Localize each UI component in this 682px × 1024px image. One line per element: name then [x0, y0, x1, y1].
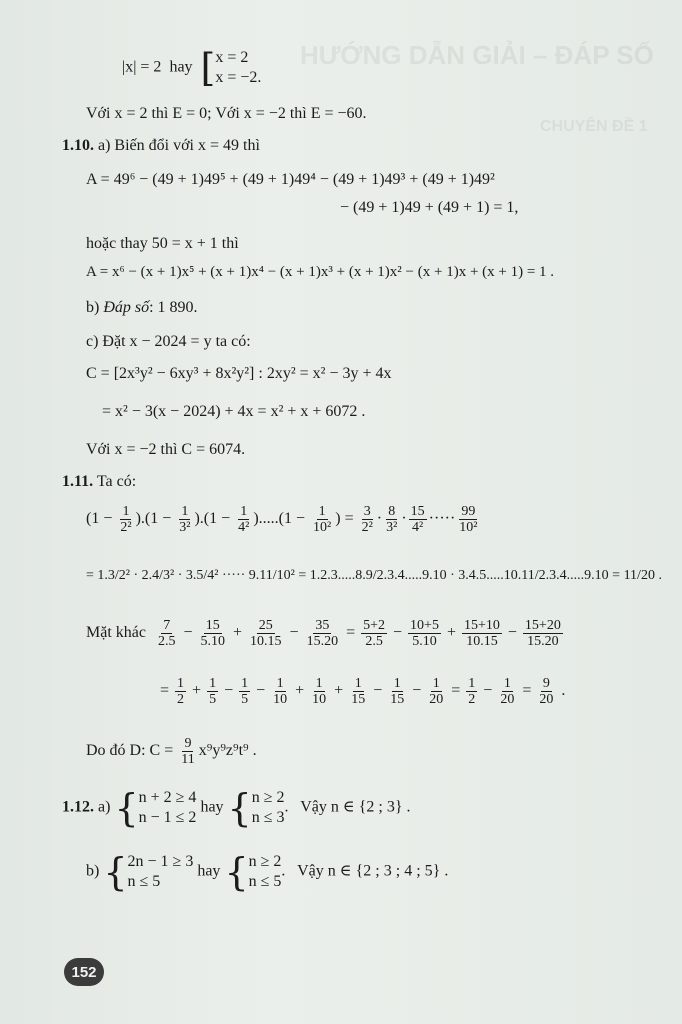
eq-a-line1: A = 49⁶ − (49 + 1)49⁵ + (49 + 1)49⁴ − (49 + 1)49³ + (49 + 1)49² [86, 171, 495, 188]
eq-a-x-line: A = x⁶ − (x + 1)x⁵ + (x + 1)x⁴ − (x + 1)x³ + (x + 1)x² − (x + 1)x + (x + 1) = 1 . [86, 264, 555, 280]
eq-c-line3: Với x = −2 thì C = 6074. [86, 441, 246, 458]
problem-1-12-a: 1.12. a) { n + 2 ≥ 4 n − 1 ≤ 2 hay { n ≥ 2 n ≤ 3 . Vậy n ∈ {2 ; 3} . [62, 786, 411, 830]
watermark-title: HƯỚNG DẪN GIẢI – ĐÁP SỐ [300, 40, 654, 70]
watermark-chapter: CHUYÊN ĐỀ 1 [540, 118, 648, 135]
conclusion-line: Do đó D: C = $\frac{9}{11}$ x⁹y⁹z⁹t⁹ . [86, 736, 257, 767]
part-c-line: c) Đặt x − 2024 = y ta có: [86, 333, 251, 350]
other-sum-result: = $\frac{1}{2}$ + $\frac{1}{5}$ − $\frac{1}{5}$ − $\frac{1}{10}$ + $\frac{1}{10}$ + $\frac{1}{15}$ − $\frac{1}{15}$ − $\frac{1}{20}$ = $\frac{1}{2}$ − $\frac{1}{20}$ = $\frac{9}{20}$ . [160, 676, 566, 707]
product-line: (1 − $\frac{1}{\text{2²}}$ ).(1 − $\frac{1}{\text{3²}}$ ).(1 − $\frac{1}{\text{4²}}$ ).....(1 − $\frac{1}{\text{10²}}$ ) = $\frac{3}{\text{2²}}$ · $\frac{8}{\text{3²}}$ · $\frac{15}{\text{4²}}$ ····· $\frac{99}{\text{10²}}$ [86, 504, 478, 535]
substitute-line: hoặc thay 50 = x + 1 thì [86, 235, 239, 252]
e-values-line: Với x = 2 thì E = 0; Với x = −2 thì E = −60. [86, 105, 367, 122]
page-number: 152 [64, 958, 104, 986]
answer-b-line: b) Đáp số: 1 890. [86, 299, 198, 316]
problem-1-10-header: 1.10. a) Biến đổi với x = 49 thì [62, 137, 260, 154]
problem-1-11-header: 1.11. Ta có: [62, 473, 137, 490]
eq-c-line1: C = [2x³y² − 6xy³ + 8x²y²] : 2xy² = x² − 3y + 4x [86, 365, 392, 382]
abs-line: |x| = 2 hay [ x = 2 x = −2. [122, 46, 262, 90]
eq-c-line2: = x² − 3(x − 2024) + 4x = x² + x + 6072 . [102, 403, 366, 420]
eq-a-line2: − (49 + 1)49 + (49 + 1) = 1, [340, 199, 519, 216]
problem-1-12-b: b) { 2n − 1 ≥ 3 n ≤ 5 hay { n ≥ 2 n ≤ 5 . Vậy n ∈ {2 ; 3 ; 4 ; 5} . [86, 850, 449, 894]
other-sum-line: Mặt khác $\frac{7}{2.5}$ − $\frac{15}{5.10}$ + $\frac{25}{10.15}$ − $\frac{35}{15.20}$ = $\frac{5+2}{2.5}$ − $\frac{10+5}{5.10}$ + $\frac{15+10}{10.15}$ − $\frac{15+20}{15.20}$ [86, 618, 561, 649]
product-result-line: = 1.3/2² · 2.4/3² · 3.5/4² ····· 9.11/10² = 1.2.3.....8.9/2.3.4.....9.10 · 3.4.5.....10.11/2.3.4.....9.10 = 11/20 . [86, 568, 662, 583]
